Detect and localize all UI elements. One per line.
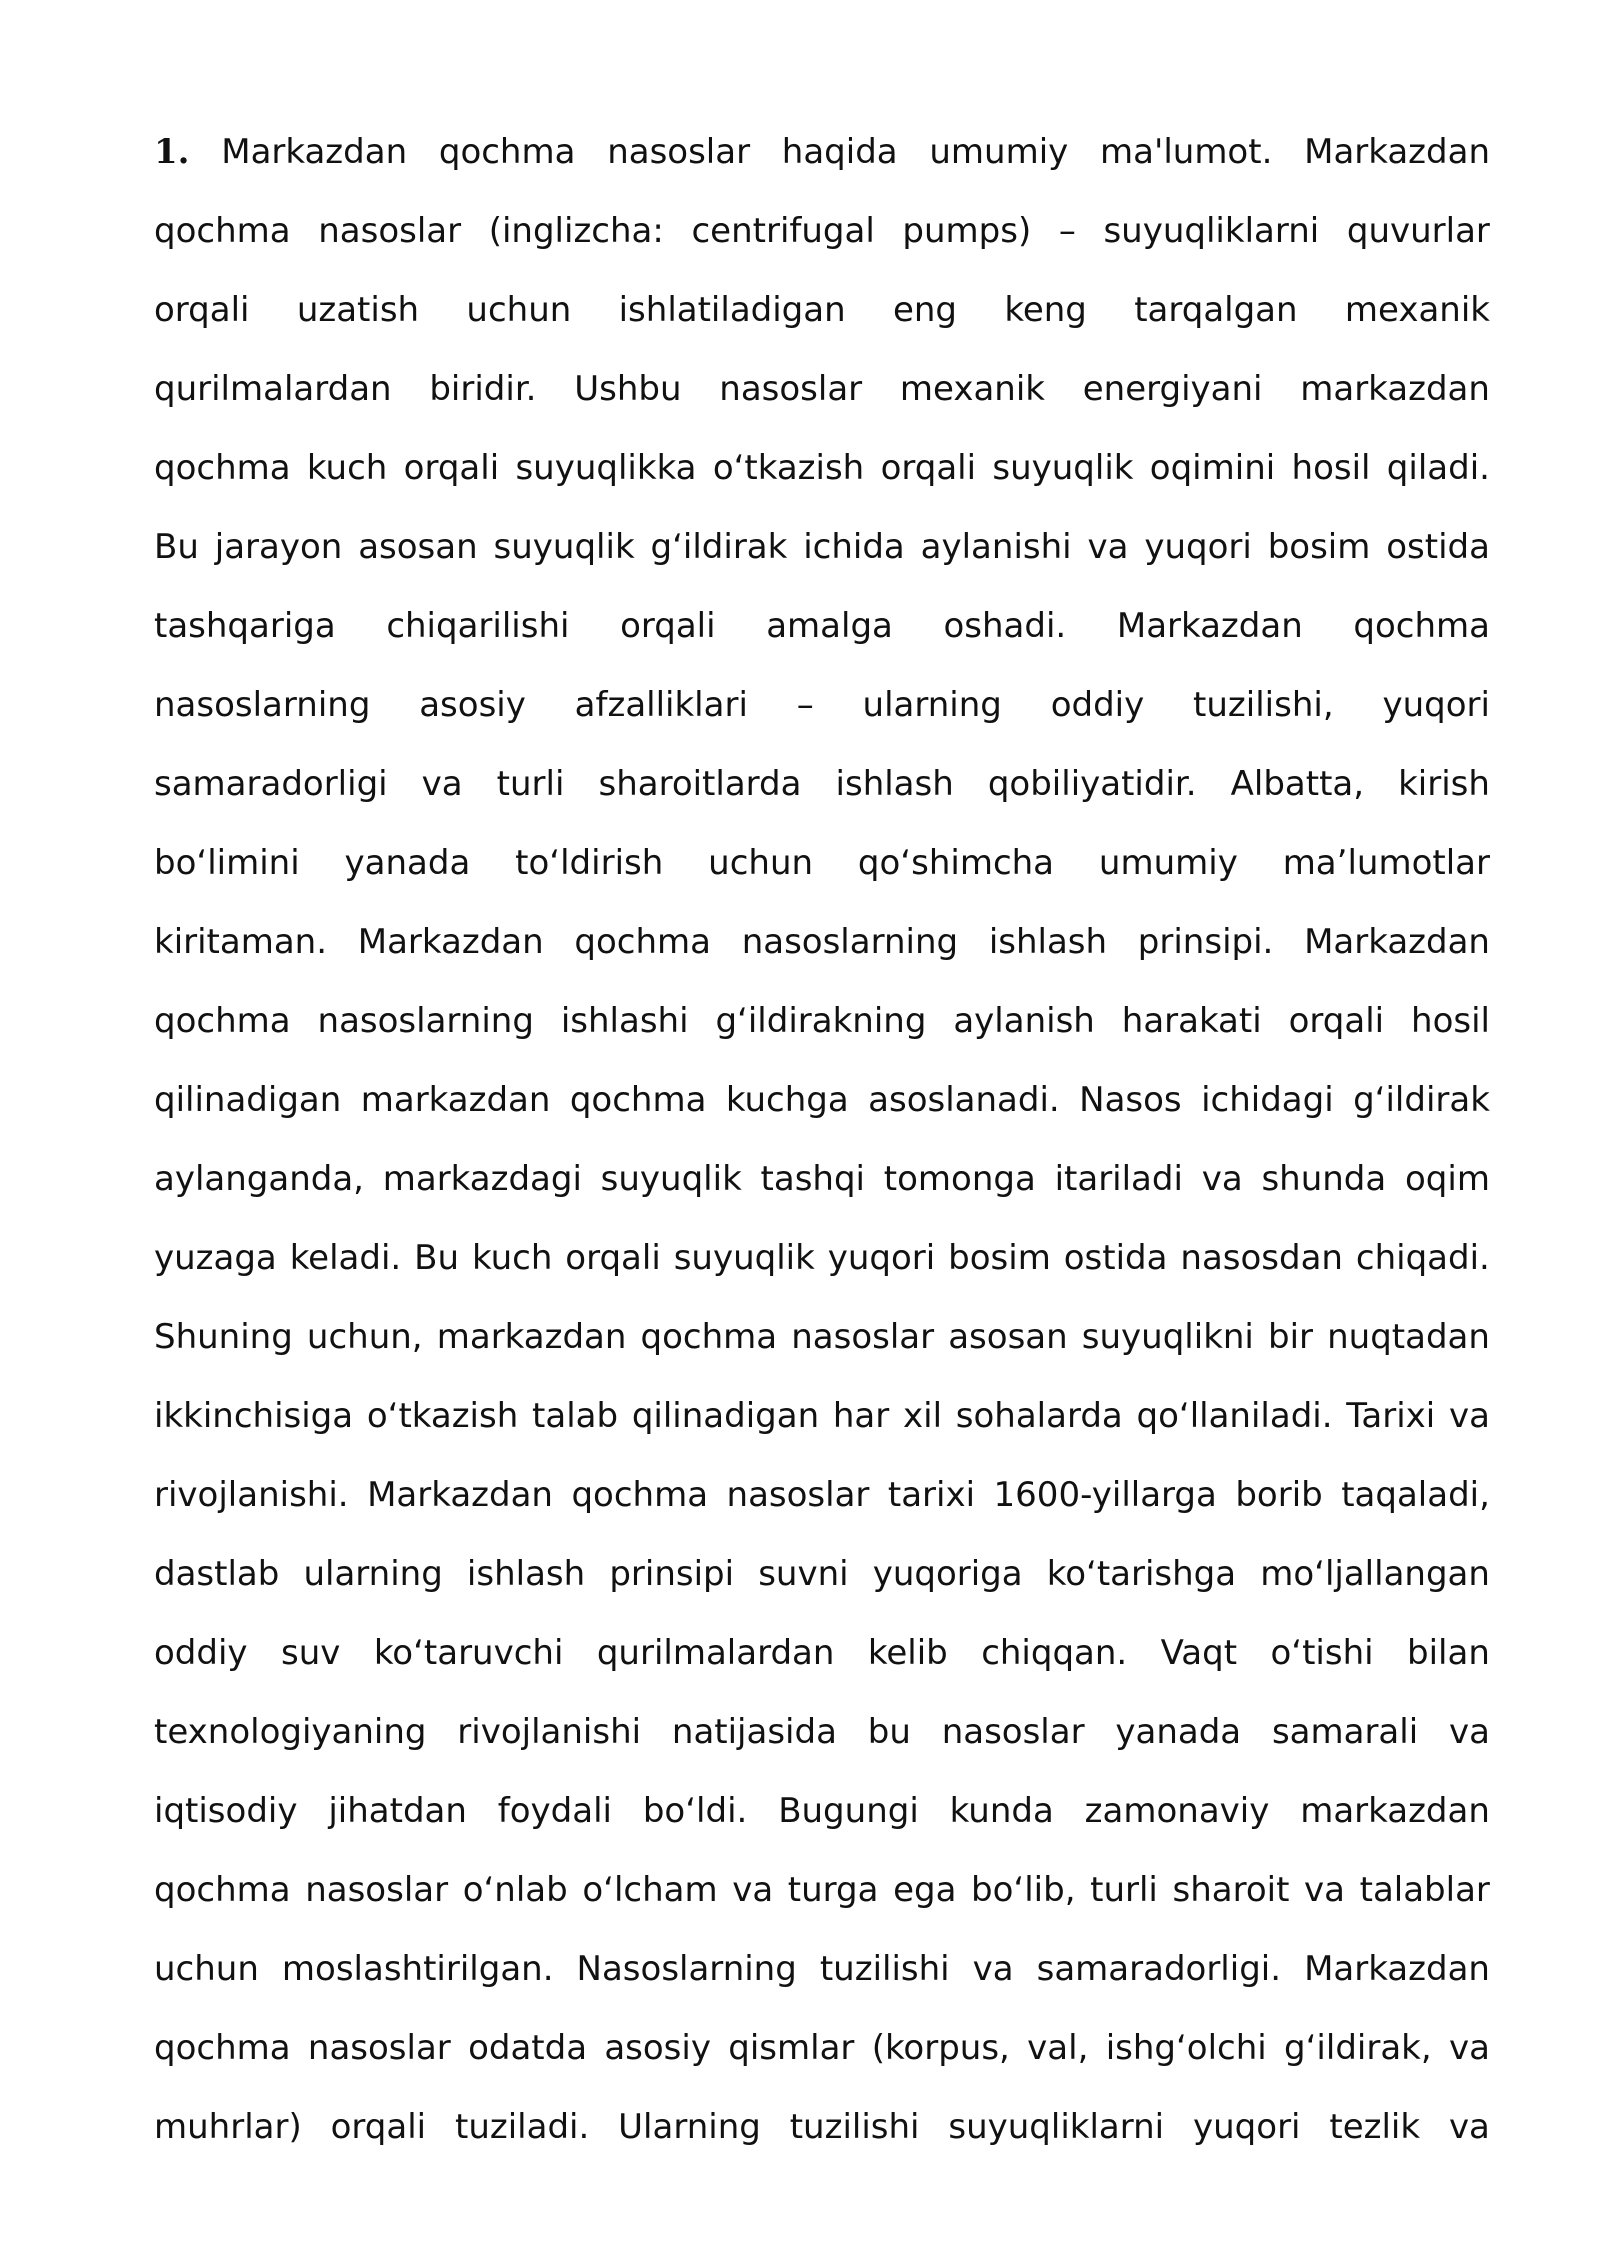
text-word: markazdan bbox=[436, 1317, 627, 1357]
text-word: energiyani bbox=[1082, 369, 1263, 409]
text-word: qochma bbox=[571, 1475, 709, 1515]
text-line bbox=[154, 429, 1490, 508]
text-word: kiritaman. bbox=[154, 922, 328, 962]
text-word: va bbox=[1087, 527, 1129, 567]
text-line bbox=[154, 2088, 1490, 2167]
text-word: bosim bbox=[1267, 527, 1371, 567]
text-word: – bbox=[1058, 211, 1076, 251]
text-line bbox=[154, 1614, 1490, 1693]
text-word: Shuning bbox=[154, 1317, 293, 1357]
text-word: odatda bbox=[468, 2028, 588, 2068]
text-word: qilinadigan bbox=[154, 1080, 342, 1120]
text-word: aylanish bbox=[953, 1001, 1095, 1041]
text-word: qilinadigan bbox=[631, 1396, 820, 1436]
text-word: boʻlimini bbox=[154, 843, 300, 883]
text-word: nuqtadan bbox=[1327, 1317, 1490, 1357]
text-word: ma'lumot. bbox=[1100, 132, 1273, 172]
text-word: turli bbox=[496, 764, 565, 804]
text-word: foydali bbox=[497, 1791, 612, 1831]
text-word: tarqalgan bbox=[1134, 290, 1298, 330]
text-word: yuqori bbox=[827, 1238, 936, 1278]
text-word: nasoslar bbox=[791, 1317, 935, 1357]
body-text bbox=[154, 113, 1490, 2167]
text-word: prinsipi. bbox=[1137, 922, 1274, 962]
text-word: tashqariga bbox=[154, 606, 336, 646]
text-word: gʻildirak bbox=[1353, 1080, 1490, 1120]
text-line bbox=[154, 1219, 1490, 1298]
text-word: xil bbox=[903, 1396, 943, 1436]
text-word: mexanik bbox=[899, 369, 1045, 409]
text-word: Markazdan bbox=[357, 922, 544, 962]
text-word: Markazdan bbox=[1304, 1949, 1490, 1989]
text-word: bu bbox=[867, 1712, 911, 1752]
text-word: tuzilishi bbox=[789, 2107, 920, 2147]
text-line bbox=[154, 666, 1490, 745]
text-word: oʻnlab bbox=[462, 1870, 568, 1910]
text-word: samarali bbox=[1271, 1712, 1419, 1752]
text-line bbox=[154, 1851, 1490, 1930]
text-line bbox=[154, 1140, 1490, 1219]
text-line bbox=[154, 1772, 1490, 1851]
text-word: talablar bbox=[1359, 1870, 1490, 1910]
text-word: gʻildirakning bbox=[715, 1001, 927, 1041]
text-word: va bbox=[1304, 1870, 1345, 1910]
text-word: Tarixi bbox=[1346, 1396, 1436, 1436]
text-word: asosiy bbox=[604, 2028, 711, 2068]
text-line bbox=[154, 903, 1490, 982]
text-word: yanada bbox=[344, 843, 471, 883]
text-line bbox=[154, 1535, 1490, 1614]
text-word: ichidagi bbox=[1201, 1080, 1334, 1120]
text-line bbox=[154, 1061, 1490, 1140]
text-word: oddiy bbox=[154, 1633, 248, 1673]
text-word: Bugungi bbox=[778, 1791, 919, 1831]
text-word: asosiy bbox=[419, 685, 526, 725]
text-word: hosil bbox=[1291, 448, 1371, 488]
text-word: nasoslar bbox=[607, 132, 751, 172]
text-word: qobiliyatidir. bbox=[987, 764, 1197, 804]
text-word: qochma bbox=[1353, 606, 1490, 646]
text-line bbox=[154, 1377, 1490, 1456]
text-word: ishlashi bbox=[560, 1001, 689, 1041]
text-word: nasoslar bbox=[305, 1870, 449, 1910]
text-word: pumps) bbox=[902, 211, 1032, 251]
text-word: Nasoslarning bbox=[576, 1949, 797, 1989]
text-word: prinsipi bbox=[609, 1554, 735, 1594]
text-word: samaradorligi bbox=[154, 764, 388, 804]
text-word: bosim bbox=[948, 1238, 1051, 1278]
text-line bbox=[154, 350, 1490, 429]
text-word: aylanishi bbox=[920, 527, 1072, 567]
text-word: rivojlanishi. bbox=[154, 1475, 349, 1515]
text-word: yuqori bbox=[1193, 2107, 1301, 2147]
text-word: val, bbox=[1027, 2028, 1089, 2068]
text-word: shunda bbox=[1261, 1159, 1387, 1199]
text-word: uzatish bbox=[296, 290, 420, 330]
text-word: sohalarda bbox=[955, 1396, 1123, 1436]
text-word: haqida bbox=[781, 132, 898, 172]
text-word: asosan bbox=[948, 1317, 1068, 1357]
text-word: uchun bbox=[708, 843, 814, 883]
text-word: asosan bbox=[358, 527, 478, 567]
text-word: ularning bbox=[862, 685, 1002, 725]
text-word: Ushbu bbox=[574, 369, 682, 409]
text-word: iqtisodiy bbox=[154, 1791, 298, 1831]
text-word: Ularning bbox=[618, 2107, 761, 2147]
text-word: gʻildirak bbox=[650, 527, 788, 567]
text-word: chiqarilishi bbox=[386, 606, 570, 646]
text-line bbox=[154, 1693, 1490, 1772]
text-word: quvurlar bbox=[1346, 211, 1490, 251]
text-word: kirish bbox=[1398, 764, 1490, 804]
text-word: kunda bbox=[949, 1791, 1054, 1831]
text-word: ichida bbox=[803, 527, 905, 567]
text-word: taqaladi, bbox=[1341, 1475, 1490, 1515]
text-word: Bu bbox=[154, 527, 199, 567]
text-word: afzalliklari bbox=[574, 685, 748, 725]
text-word: qismlar bbox=[728, 2028, 855, 2068]
text-word: ishlash bbox=[988, 922, 1108, 962]
text-word: suyuqlikni bbox=[1081, 1317, 1254, 1357]
text-word: chiqqan. bbox=[981, 1633, 1128, 1673]
text-word: tuzilishi bbox=[819, 1949, 950, 1989]
text-word: turli bbox=[1090, 1870, 1158, 1910]
text-word: jihatdan bbox=[328, 1791, 467, 1831]
text-line bbox=[154, 1456, 1490, 1535]
text-line bbox=[154, 745, 1490, 824]
text-word: oqimini bbox=[1149, 448, 1276, 488]
text-word: borib bbox=[1235, 1475, 1323, 1515]
text-line bbox=[154, 192, 1490, 271]
text-word: 1600-yillarga bbox=[993, 1475, 1217, 1515]
text-line bbox=[154, 982, 1490, 1061]
text-word: zamonaviy bbox=[1084, 1791, 1270, 1831]
text-word: nasoslarning bbox=[154, 685, 371, 725]
text-word: orqali bbox=[565, 1238, 661, 1278]
text-word: nasoslar bbox=[941, 1712, 1085, 1752]
text-word: suyuqlik bbox=[493, 527, 635, 567]
text-word: tezlik bbox=[1329, 2107, 1421, 2147]
text-word: oʻtkazish bbox=[712, 448, 865, 488]
text-word: suyuqliklarni bbox=[948, 2107, 1165, 2147]
text-word: va bbox=[1201, 1159, 1243, 1199]
text-word: uchun bbox=[154, 1949, 259, 1989]
text-word: kelib bbox=[867, 1633, 948, 1673]
text-word: hosil bbox=[1411, 1001, 1490, 1041]
text-word: qochma bbox=[569, 1080, 707, 1120]
text-word: nasoslar bbox=[318, 211, 462, 251]
text-word: Markazdan bbox=[1304, 922, 1490, 962]
text-line bbox=[154, 113, 1490, 192]
text-word: qoʻshimcha bbox=[857, 843, 1055, 883]
text-word: chiqadi. bbox=[1355, 1238, 1490, 1278]
section-number: 1. bbox=[154, 132, 190, 172]
text-word: va bbox=[972, 1949, 1014, 1989]
text-word: keladi. bbox=[289, 1238, 402, 1278]
text-word: amalga bbox=[766, 606, 893, 646]
text-word: eng bbox=[892, 290, 958, 330]
text-word: har bbox=[832, 1396, 890, 1436]
text-word: oddiy bbox=[1050, 685, 1145, 725]
text-word: yuqori bbox=[1144, 527, 1252, 567]
text-word: talab bbox=[532, 1396, 619, 1436]
text-word: va bbox=[1448, 2028, 1490, 2068]
text-word: qiladi. bbox=[1386, 448, 1490, 488]
text-line bbox=[154, 2009, 1490, 2088]
text-word: yanada bbox=[1115, 1712, 1242, 1752]
text-word: qochma bbox=[154, 211, 291, 251]
text-word: nasoslar bbox=[726, 1475, 870, 1515]
text-word: Markazdan bbox=[1304, 132, 1490, 172]
text-word: moslashtirilgan. bbox=[281, 1949, 554, 1989]
text-word: keng bbox=[1004, 290, 1087, 330]
text-word: orqali bbox=[403, 448, 500, 488]
text-line bbox=[154, 824, 1490, 903]
text-word: va bbox=[421, 764, 463, 804]
text-word: orqali bbox=[880, 448, 977, 488]
text-word: Markazdan bbox=[221, 132, 408, 172]
text-word: ostida bbox=[1063, 1238, 1168, 1278]
text-word: ishgʻolchi bbox=[1105, 2028, 1267, 2068]
text-word: turga bbox=[787, 1870, 879, 1910]
text-word: rivojlanishi bbox=[457, 1712, 642, 1752]
text-word: maʼlumotlar bbox=[1282, 843, 1490, 883]
text-word: Vaqt bbox=[1160, 1633, 1238, 1673]
text-word: (korpus, bbox=[871, 2028, 1010, 2068]
text-word: va bbox=[1449, 1396, 1490, 1436]
text-word: umumiy bbox=[1098, 843, 1238, 883]
text-word: tomonga bbox=[883, 1159, 1036, 1199]
text-word: kuchga bbox=[725, 1080, 849, 1120]
text-word: suyuqlik bbox=[600, 1159, 742, 1199]
text-word: toʻldirish bbox=[515, 843, 664, 883]
text-word: tuzilishi, bbox=[1193, 685, 1334, 725]
text-word: oʻtkazish bbox=[366, 1396, 519, 1436]
text-word: Albatta, bbox=[1230, 764, 1365, 804]
text-word: centrifugal bbox=[691, 211, 875, 251]
text-word: nasoslarning bbox=[317, 1001, 534, 1041]
text-word: yuzaga bbox=[154, 1238, 277, 1278]
text-line bbox=[154, 508, 1490, 587]
text-word: koʻtarishga bbox=[1046, 1554, 1237, 1594]
text-word: ikkinchisiga bbox=[154, 1396, 354, 1436]
text-word: markazdan bbox=[1300, 1791, 1490, 1831]
text-word: oqim bbox=[1404, 1159, 1490, 1199]
text-word: Nasos bbox=[1079, 1080, 1182, 1120]
text-word: va bbox=[1448, 1712, 1490, 1752]
text-word: ishlatiladigan bbox=[618, 290, 846, 330]
text-word: markazdan bbox=[1300, 369, 1490, 409]
text-word: tashqi bbox=[760, 1159, 866, 1199]
text-word: bilan bbox=[1407, 1633, 1490, 1673]
text-word: suv bbox=[280, 1633, 341, 1673]
text-word: kuch bbox=[306, 448, 388, 488]
text-word: asoslanadi. bbox=[868, 1080, 1060, 1120]
text-word: texnologiyaning bbox=[154, 1712, 427, 1752]
text-word: markazdan bbox=[360, 1080, 551, 1120]
text-word: yuqoriga bbox=[872, 1554, 1023, 1594]
text-line bbox=[154, 271, 1490, 350]
text-word: oshadi. bbox=[943, 606, 1067, 646]
text-word: orqali bbox=[620, 606, 716, 646]
text-word: sharoitlarda bbox=[598, 764, 802, 804]
text-word: ishlash bbox=[466, 1554, 586, 1594]
text-word: gʻildirak, bbox=[1284, 2028, 1432, 2068]
text-word: markazdagi bbox=[382, 1159, 582, 1199]
text-word: ega bbox=[893, 1870, 957, 1910]
text-word: qochma bbox=[438, 132, 576, 172]
text-word: qurilmalardan bbox=[596, 1633, 835, 1673]
text-word: va bbox=[1448, 2107, 1490, 2147]
text-word: yuqori bbox=[1382, 685, 1490, 725]
text-word: kuch bbox=[471, 1238, 553, 1278]
text-word: nasoslar bbox=[307, 2028, 451, 2068]
text-word: itariladi bbox=[1054, 1159, 1183, 1199]
text-word: koʻtaruvchi bbox=[373, 1633, 564, 1673]
text-word: tuziladi. bbox=[454, 2107, 590, 2147]
text-word: qoʻllaniladi. bbox=[1136, 1396, 1333, 1436]
text-word: natijasida bbox=[671, 1712, 837, 1752]
text-word: uchun, bbox=[306, 1317, 423, 1357]
text-word: aylanganda, bbox=[154, 1159, 364, 1199]
text-word: mexanik bbox=[1344, 290, 1490, 330]
text-word: qochma bbox=[154, 2028, 291, 2068]
text-word: qochma bbox=[640, 1317, 778, 1357]
text-word: dastlab bbox=[154, 1554, 280, 1594]
text-word: boʻldi. bbox=[642, 1791, 748, 1831]
text-word: orqali bbox=[1288, 1001, 1385, 1041]
text-word: suyuqlikka bbox=[515, 448, 697, 488]
text-word: qochma bbox=[154, 1870, 291, 1910]
text-word: orqali bbox=[330, 2107, 427, 2147]
text-word: umumiy bbox=[929, 132, 1069, 172]
text-word: ularning bbox=[303, 1554, 443, 1594]
text-word: muhrlar) bbox=[154, 2107, 302, 2147]
text-word: suyuqliklarni bbox=[1103, 211, 1320, 251]
text-word: qochma bbox=[154, 1001, 291, 1041]
text-line bbox=[154, 1298, 1490, 1377]
text-word: orqali bbox=[154, 290, 250, 330]
text-word: nasoslarning bbox=[741, 922, 959, 962]
text-word: qochma bbox=[574, 922, 711, 962]
text-word: Markazdan bbox=[1116, 606, 1303, 646]
text-word: va bbox=[732, 1870, 774, 1910]
text-word: tarixi bbox=[887, 1475, 976, 1515]
text-line bbox=[154, 1930, 1490, 2009]
text-word: sharoit bbox=[1172, 1870, 1290, 1910]
text-word: – bbox=[796, 685, 814, 725]
text-word: samaradorligi. bbox=[1036, 1949, 1282, 1989]
text-word: harakati bbox=[1121, 1001, 1262, 1041]
text-word: qurilmalardan bbox=[154, 369, 392, 409]
text-word: bir bbox=[1267, 1317, 1313, 1357]
text-word: (inglizcha: bbox=[488, 211, 664, 251]
text-word: nasosdan bbox=[1180, 1238, 1343, 1278]
text-word: oʻlcham bbox=[582, 1870, 718, 1910]
text-word: suyuqlik bbox=[992, 448, 1134, 488]
text-word: Markazdan bbox=[367, 1475, 553, 1515]
text-word: moʻljallangan bbox=[1260, 1554, 1490, 1594]
text-word: nasoslar bbox=[719, 369, 863, 409]
text-word: oʻtishi bbox=[1270, 1633, 1374, 1673]
text-word: ostida bbox=[1386, 527, 1490, 567]
text-word: Bu bbox=[414, 1238, 460, 1278]
text-word: biridir. bbox=[429, 369, 537, 409]
text-word: suyuqlik bbox=[673, 1238, 815, 1278]
text-line bbox=[154, 587, 1490, 666]
text-word: suvni bbox=[758, 1554, 849, 1594]
text-word: ishlash bbox=[835, 764, 954, 804]
text-word: uchun bbox=[466, 290, 572, 330]
text-word: jarayon bbox=[214, 527, 343, 567]
text-word: qochma bbox=[154, 448, 291, 488]
text-word: boʻlib, bbox=[971, 1870, 1076, 1910]
